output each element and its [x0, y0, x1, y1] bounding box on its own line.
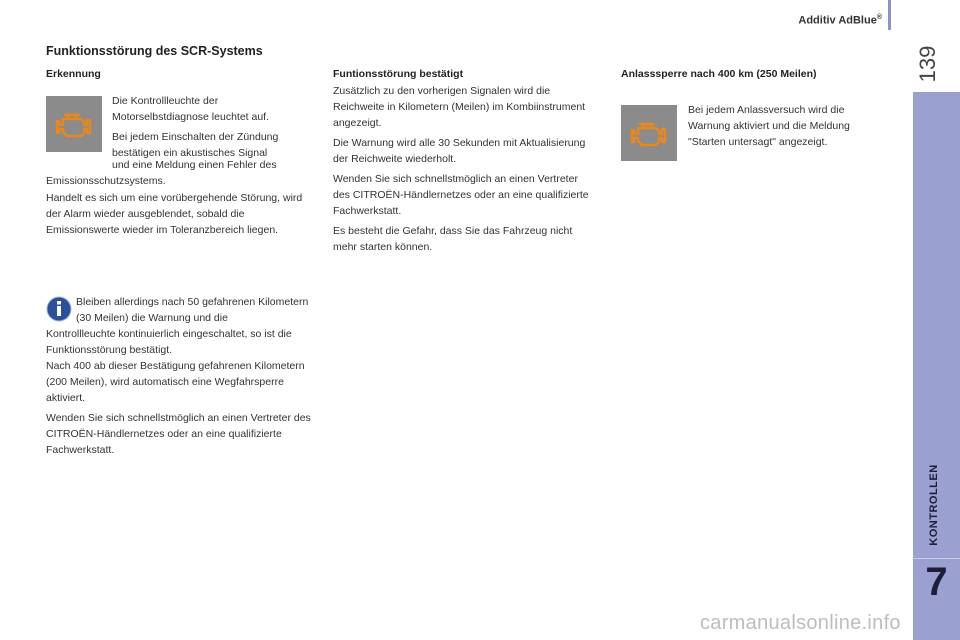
engine-warning-icon — [621, 105, 677, 161]
col1-wrap-line-1: und eine Meldung einen Fehler des — [112, 159, 277, 171]
info-lead-text: Bleiben allerdings nach 50 gefahrenen Kilometern (30 Meilen) die Warnung und die — [76, 296, 309, 324]
engine-warning-glyph — [54, 109, 94, 139]
header-accent-bar — [888, 0, 891, 30]
col1-indent-paragraph-2: Bei jedem Einschalten der Zündung bestätigen ein akustisches Signal — [112, 131, 279, 159]
info-paragraph-1: Nach 400 ab dieser Bestätigung gefahrenen Kilometern (200 Meilen), wird automatisch eine Wegfahrsperre aktiviert. — [46, 360, 305, 404]
chapter-number: 7 — [925, 560, 948, 604]
col3-paragraph: Bei jedem Anlassversuch wird die Warnung aktiviert und die Meldung "Starten untersagt" angezeigt. — [688, 104, 850, 148]
col1-heading: Erkennung — [46, 68, 101, 80]
engine-warning-icon — [46, 96, 102, 152]
col1-indent-text — [112, 93, 308, 161]
info-paragraph-2: Wenden Sie sich schnellstmöglich an einen Vertreter des CITROËN-Händlernetzes oder an eine qualifizierte Fachwerkstatt. — [46, 412, 311, 456]
info-icon — [46, 296, 72, 322]
chapter-label: KONTROLLEN — [928, 464, 940, 546]
col1-paragraph: Handelt es sich um eine vorübergehende Störung, wird der Alarm wieder ausgeblendet, sobald die Emissionswerte wieder im Toleranzbereich liegen. — [46, 192, 303, 236]
page-number: 139 — [915, 45, 940, 83]
info-paragraphs — [46, 358, 312, 462]
col2-paragraph-3: Wenden Sie sich schnellstmöglich an einen Vertreter des CITROËN-Händlernetzes oder an eine qualifizierte Fachwerkstatt. — [333, 173, 589, 217]
col2-heading: Funtionsstörung bestätigt — [333, 68, 464, 80]
col1-wrap-line-2: Emissionsschutzsystems. — [46, 175, 166, 187]
info-rest-text: Kontrollleuchte kontinuierlich eingeschaltet, so ist die Funktionsstörung bestätigt. — [46, 328, 292, 356]
watermark: carmanualsonline.info — [700, 612, 901, 634]
col2-paragraph-4: Es besteht die Gefahr, dass Sie das Fahrzeug nicht mehr starten können. — [333, 225, 573, 253]
col3-heading: Anlasssperre nach 400 km (250 Meilen) — [621, 68, 817, 80]
section-title: Funktionsstörung des SCR-Systems — [46, 44, 263, 58]
side-tab-divider — [913, 558, 960, 559]
engine-warning-glyph — [629, 118, 669, 148]
col2-text — [333, 83, 593, 259]
header-title: Additiv AdBlue® — [798, 14, 882, 27]
col2-paragraph-1: Zusätzlich zu den vorherigen Signalen wird die Reichweite in Kilometern (Meilen) im Kombiinstrument angezeigt. — [333, 85, 586, 129]
col1-indent-paragraph-1: Die Kontrollleuchte der Motorselbstdiagnose leuchtet auf. — [112, 95, 270, 123]
col2-paragraph-2: Die Warnung wird alle 30 Sekunden mit Aktualisierung der Reichweite wiederholt. — [333, 137, 586, 165]
